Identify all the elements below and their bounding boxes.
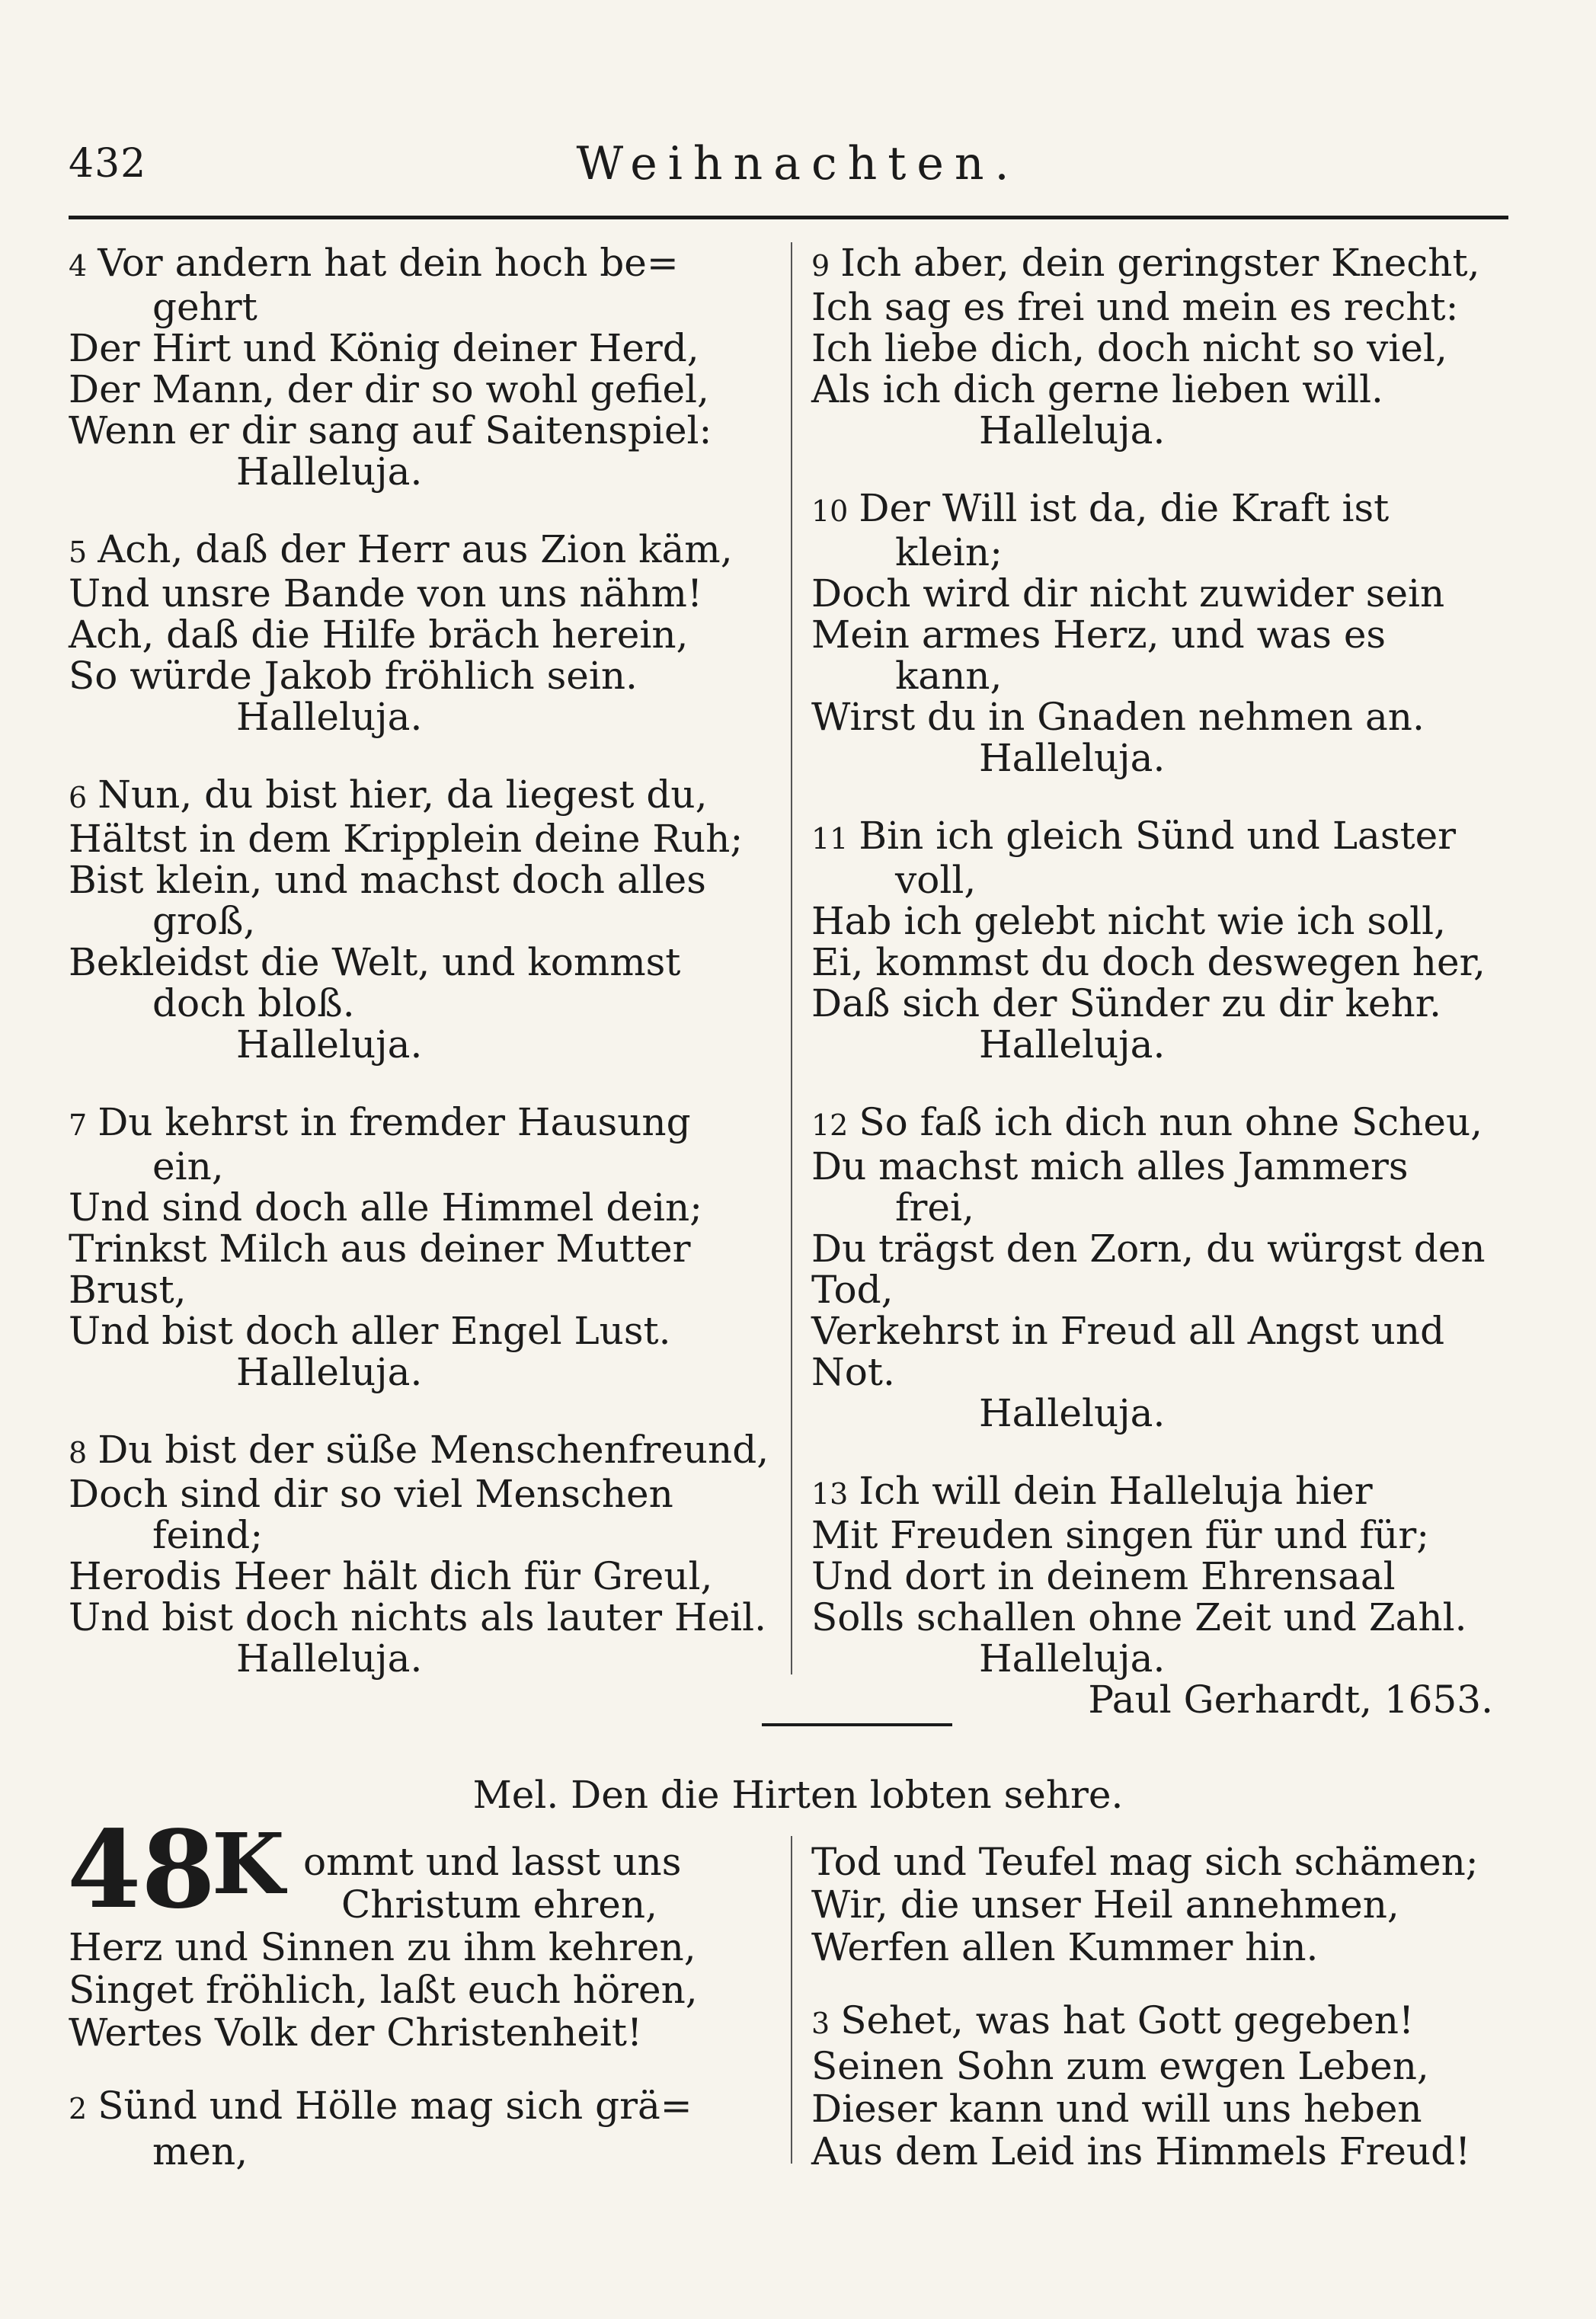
refrain: Halleluja. (236, 1636, 423, 1681)
verse-number: 6 (69, 781, 88, 814)
verse-line: Du machst mich alles Jammers (811, 1144, 1409, 1188)
verse-number: 13 (811, 1477, 849, 1511)
verse-text: So faß ich dich nun ohne Scheu, (859, 1100, 1483, 1144)
verse-6 (69, 774, 773, 1065)
verse-line (811, 488, 1516, 532)
verse-line: Sehet, was hat Gott gegeben! (840, 1998, 1415, 2042)
verse-line: Wenn er dir sang auf Saitenspiel: (69, 408, 712, 453)
verse-line: Ich sag es frei und mein es recht: (811, 285, 1459, 329)
verse-line: Herodis Heer hält dich für Greul, (69, 1554, 713, 1598)
verse-10 (811, 488, 1516, 779)
verse-line: Christum ehren, (341, 1882, 657, 1927)
verse-number: 10 (811, 494, 849, 528)
verse-line: frei, (895, 1185, 974, 1230)
hymn48-right-column (811, 1841, 1516, 2173)
verse-line: Sünd und Hölle mag sich grä= (98, 2084, 692, 2128)
refrain: Halleluja. (979, 1636, 1166, 1681)
verse-number: 4 (69, 249, 88, 283)
verse-text: Ich aber, dein geringster Knecht, (840, 241, 1480, 285)
verse-line (69, 529, 773, 573)
hymn-number: 48 (67, 1808, 216, 1933)
refrain: Halleluja. (236, 449, 423, 494)
verse-number: 11 (811, 822, 849, 856)
verse-line: Bist klein, und machst doch alles (69, 858, 706, 902)
running-head-title: Weihnachten. (576, 137, 1020, 190)
refrain: Halleluja. (979, 736, 1166, 780)
verse-line (69, 1429, 773, 1473)
verse-line: Und sind doch alle Himmel dein; (69, 1185, 703, 1230)
hymn48-left-column (69, 1926, 773, 2173)
verse-text: Vor andern hat dein hoch be= (98, 241, 679, 285)
refrain: Halleluja. (236, 1022, 423, 1067)
verse-line (69, 774, 773, 818)
verse-line: Seinen Sohn zum ewgen Leben, (811, 2044, 1429, 2088)
verse-line: Der Mann, der dir so wohl gefiel, (69, 367, 709, 411)
refrain: Halleluja. (236, 1350, 423, 1394)
verse-line: ein, (152, 1144, 224, 1188)
hymn48-opening (303, 1841, 772, 1926)
verse-line: Herz und Sinnen zu ihm kehren, (69, 1925, 696, 1969)
verse-line: Und dort in deinem Ehrensaal (811, 1554, 1396, 1598)
verse-line: So würde Jakob fröhlich sein. (69, 654, 638, 698)
verse-line: feind; (152, 1513, 264, 1557)
verse-line: Solls schallen ohne Zeit und Zahl. (811, 1595, 1467, 1639)
verse-line: Aus dem Leid ins Himmels Freud! (811, 2129, 1471, 2173)
verse-line: Brust, (69, 1268, 187, 1312)
verse-line: Tod, (811, 1268, 894, 1312)
verse-line: Hältst in dem Kripplein deine Ruh; (69, 817, 744, 861)
section-rule (762, 1723, 952, 1726)
verse-number: 9 (811, 249, 830, 283)
verse-line: gehrt (152, 285, 257, 329)
melody-line: Mel. Den die Hirten lobten sehre. (472, 1773, 1124, 1817)
verse-11 (811, 815, 1516, 1065)
verse-line: Hab ich gelebt nicht wie ich soll, (811, 899, 1446, 943)
verse-line: Ach, daß die Hilfe bräch herein, (69, 613, 689, 657)
verse-text: Ich will dein Halleluja hier (859, 1469, 1373, 1513)
verse-line: Doch sind dir so viel Menschen (69, 1472, 673, 1516)
verse-line: Doch wird dir nicht zuwider sein (811, 571, 1445, 616)
verse-4 (69, 242, 773, 492)
verse-number: 3 (811, 2007, 830, 2040)
verse-number: 12 (811, 1108, 849, 1142)
verse-line (811, 242, 1516, 286)
verse-line: Mit Freuden singen für und für; (811, 1513, 1430, 1557)
author-attribution: Paul Gerhardt, 1653. (1088, 1678, 1493, 1722)
verse-line: kann, (895, 654, 1003, 698)
verse-line: Wir, die unser Heil annehmen, (811, 1882, 1399, 1927)
verse-number: 7 (69, 1108, 88, 1142)
verse-line (811, 815, 1516, 859)
verse-13 (811, 1470, 1516, 1720)
verse-text: Nun, du bist hier, da liegest du, (98, 772, 708, 817)
refrain: Halleluja. (236, 695, 423, 739)
page-number: 432 (69, 141, 147, 187)
verse-12 (811, 1102, 1516, 1434)
right-column (811, 242, 1516, 1757)
verse-line: Ich liebe dich, doch nicht so viel, (811, 326, 1447, 370)
verse-line: Dieser kann und will uns heben (811, 2087, 1422, 2131)
verse-line: Der Hirt und König deiner Herd, (69, 326, 699, 370)
verse-line: men, (152, 2129, 248, 2173)
verse-line: doch bloß. (152, 981, 355, 1025)
verse-line (811, 1102, 1516, 1146)
verse-number: 5 (69, 536, 88, 569)
verse-line: Verkehrst in Freud all Angst und (811, 1309, 1445, 1353)
verse-line: Und bist doch aller Engel Lust. (69, 1309, 671, 1353)
column-divider (791, 242, 792, 1674)
verse-line (69, 242, 773, 286)
verse-line: Wertes Volk der Christenheit! (69, 2010, 643, 2055)
verse-text: Du kehrst in fremder Hausung (98, 1100, 691, 1144)
refrain: Halleluja. (979, 1391, 1166, 1435)
verse-text: Du bist der süße Menschenfreund, (98, 1428, 769, 1472)
header-rule (69, 216, 1508, 219)
verse-text: Der Will ist da, die Kraft ist (859, 486, 1390, 530)
verse-line: Wirst du in Gnaden nehmen an. (811, 695, 1425, 739)
left-column (69, 242, 773, 1716)
verse-line: groß, (152, 899, 256, 943)
verse-line: Mein armes Herz, und was es (811, 613, 1387, 657)
verse-line: voll, (895, 858, 977, 902)
verse-line: Trinkst Milch aus deiner Mutter (69, 1227, 691, 1271)
verse-line (69, 1102, 773, 1146)
verse-line: Du trägst den Zorn, du würgst den (811, 1227, 1486, 1271)
verse-text: Ach, daß der Herr aus Zion käm, (98, 527, 733, 571)
verse-line: Tod und Teufel mag sich schämen; (811, 1840, 1479, 1884)
verse-9 (811, 242, 1516, 451)
verse-number: 8 (69, 1436, 88, 1470)
column-divider (791, 1836, 792, 2164)
verse-7 (69, 1102, 773, 1393)
verse-line: Werfen allen Kummer hin. (811, 1925, 1319, 1969)
verse-line: Und unsre Bande von uns nähm! (69, 571, 703, 616)
verse-5 (69, 529, 773, 737)
verse-line: Singet fröhlich, laßt euch hören, (69, 1968, 698, 2012)
verse-line: Ei, kommst du doch deswegen her, (811, 940, 1486, 984)
verse-line: Daß sich der Sünder zu dir kehr. (811, 981, 1442, 1025)
verse-line: klein; (895, 530, 1003, 574)
verse-line: Bekleidst die Welt, und kommst (69, 940, 681, 984)
verse-line: Als ich dich gerne lieben will. (811, 367, 1383, 411)
drop-cap: K (212, 1815, 285, 1913)
verse-line: Not. (811, 1350, 895, 1394)
refrain: Halleluja. (979, 408, 1166, 453)
verse-line (811, 1470, 1516, 1515)
verse-number: 2 (69, 2092, 88, 2125)
verse-line: Und bist doch nichts als lauter Heil. (69, 1595, 767, 1639)
verse-text: Bin ich gleich Sünd und Laster (859, 814, 1457, 858)
refrain: Halleluja. (979, 1022, 1166, 1067)
verse-line: ommt und lasst uns (303, 1840, 682, 1884)
verse-8 (69, 1429, 773, 1679)
